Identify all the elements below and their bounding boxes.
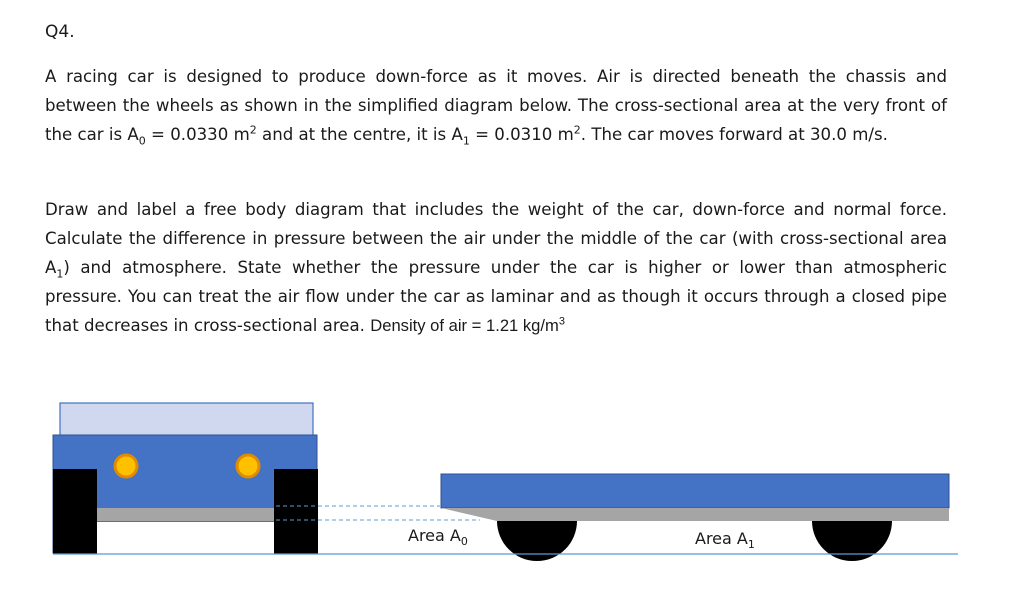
p1-text-e: . The car moves forward at 30.0 m/s. — [580, 125, 888, 144]
windshield — [60, 403, 313, 437]
area-a0-prefix: Area A — [408, 526, 461, 545]
p1-text-c: and at the centre, it is A — [256, 125, 463, 144]
rear-side-wheel — [812, 521, 892, 561]
area-a1-prefix: Area A — [695, 529, 748, 548]
front-white-gap — [97, 522, 276, 555]
front-side-wheel — [497, 521, 577, 561]
side-undertray — [441, 508, 949, 521]
p1-subscript-0: 0 — [138, 134, 146, 148]
left-wheel — [53, 469, 97, 554]
area-a1-label — [695, 529, 755, 551]
p1-text-b: = 0.0330 m — [145, 125, 250, 144]
area-a1-subscript: 1 — [747, 538, 755, 551]
density-text: Density of air = 1.21 kg/m — [370, 316, 559, 335]
p1-text-d: = 0.0310 m — [469, 125, 574, 144]
front-undertray — [97, 508, 276, 521]
right-wheel — [274, 469, 318, 554]
p1-superscript-b: 2 — [249, 123, 257, 137]
p1-text-a: A racing car is designed to produce down-force as it moves. Air is directed beneath the chassis and between the wheels as shown in the simplified diagram below. The cross-sectional area at the very front of the car is A — [45, 67, 947, 144]
density-superscript: 3 — [558, 315, 565, 328]
p1-superscript-d: 2 — [573, 123, 581, 137]
p2-text-b: ) and atmosphere. State whether the pressure under the car is higher or lower than atmospheric pressure. You can treat the air flow under the car as laminar and as though it occurs through a closed pipe that decreases in cross-sectional area. — [45, 258, 947, 335]
question-number: Q4. — [45, 22, 75, 42]
car-front-view — [53, 403, 318, 555]
left-headlight — [115, 455, 137, 477]
p2-text-a: Draw and label a free body diagram that includes the weight of the car, down-force and normal force. Calculate the difference in pressure between the air under the middle of the car (with cross-sectional area A — [45, 200, 947, 277]
side-body — [441, 474, 949, 508]
area-a0-label — [408, 526, 468, 548]
right-headlight — [237, 455, 259, 477]
p1-subscript-1: 1 — [462, 134, 470, 148]
p2-subscript-1: 1 — [56, 267, 64, 281]
area-a0-subscript: 0 — [460, 535, 468, 548]
